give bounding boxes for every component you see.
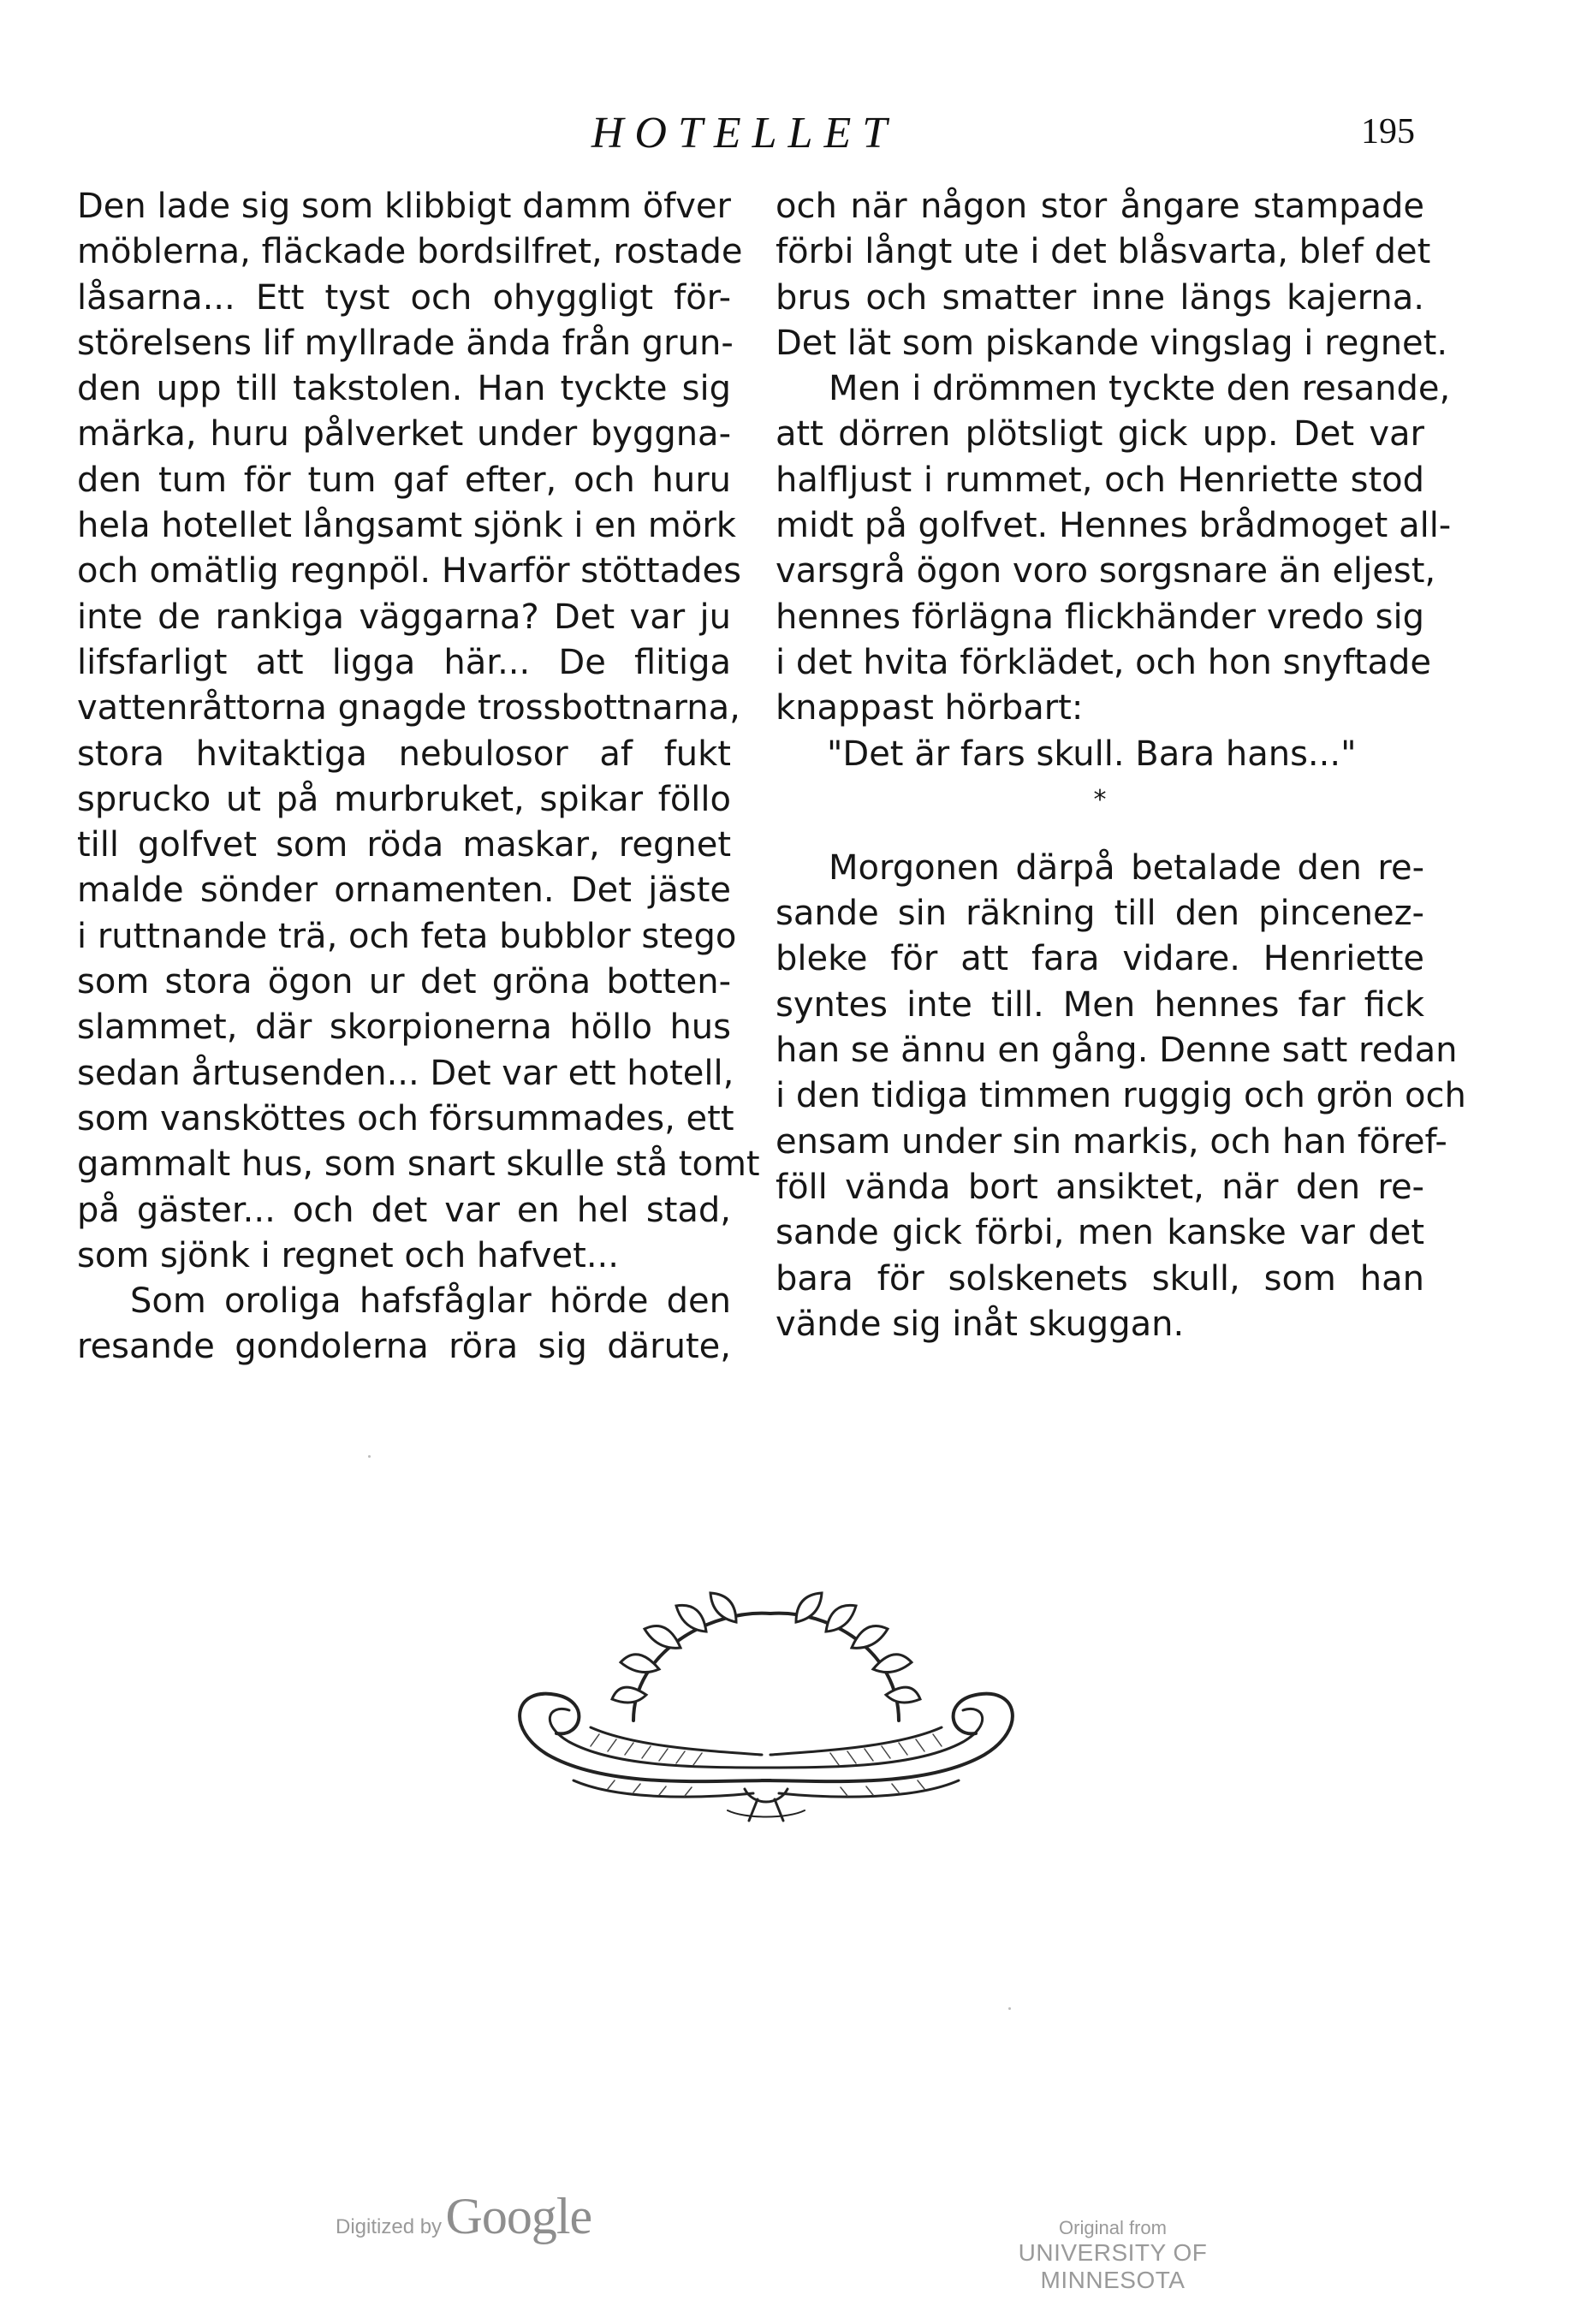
text-line: malde sönder ornamenten. Det jäste [77, 871, 731, 911]
text-line: märka, huru pålverket under byggna- [77, 414, 731, 455]
text-line: brus och smatter inne längs kajerna. [776, 277, 1424, 318]
text-line: "Det är fars skull. Bara hans..." [827, 734, 1357, 774]
paper-speck [368, 1455, 371, 1458]
text-line: som sjönk i regnet och hafvet... [77, 1235, 619, 1275]
text-line: på gäster... och det var en hel stad, [77, 1190, 731, 1230]
text-line: i den tidiga timmen ruggig och grön och [776, 1076, 1466, 1116]
text-line: låsarna... Ett tyst och ohyggligt för- [77, 277, 731, 318]
text-line: knappast hörbart: [776, 688, 1084, 728]
text-line: den upp till takstolen. Han tyckte sig [77, 369, 731, 409]
text-line: föll vända bort ansiktet, när den re- [776, 1167, 1424, 1207]
paper-speck [1008, 2007, 1011, 2010]
text-line: han se ännu en gång. Denne satt redan [776, 1031, 1458, 1071]
text-line: som stora ögon ur det gröna botten- [77, 962, 731, 1002]
text-line: Morgonen därpå betalade den re- [829, 847, 1424, 888]
digitized-by-watermark [336, 2187, 591, 2246]
text-line: halfljust i rummet, och Henriette stod [776, 460, 1424, 500]
text-line: sprucko ut på murbruket, spikar föllo [77, 779, 731, 819]
text-line: sande sin räkning till den pincenez- [776, 894, 1424, 934]
left-column [77, 184, 760, 1370]
text-line: och omätlig regnpöl. Hvarför stöttades [77, 551, 741, 591]
digitized-by-label: Digitized by [336, 2215, 443, 2238]
page-number: 195 [1361, 112, 1415, 152]
original-from-watermark [959, 2217, 1267, 2294]
text-line: till golfvet som röda maskar, regnet [77, 825, 731, 865]
text-line: ensam under sin markis, och han föref- [776, 1121, 1447, 1162]
text-line: den tum för tum gaf efter, och huru [77, 460, 731, 500]
text-line: Det lät som piskande vingslag i regnet. [776, 323, 1448, 363]
section-separator: * [1093, 784, 1107, 815]
text-line: midt på golfvet. Hennes brådmoget all- [776, 506, 1452, 546]
google-logo: Google [445, 2188, 592, 2244]
original-from-label: Original from [1059, 2217, 1167, 2238]
text-line: slammet, där skorpionerna höllo hus [77, 1007, 731, 1048]
running-header: HOTELLET [591, 109, 899, 158]
text-line: bara för solskenets skull, som han [776, 1258, 1424, 1299]
text-line: vände sig inåt skuggan. [776, 1304, 1185, 1344]
text-line: lifsfarligt att ligga här... De flitiga [77, 642, 731, 682]
text-line: vattenråttorna gnagde trossbottnarna, [77, 688, 740, 728]
text-line: hennes förlägna flickhänder vredo sig [776, 597, 1424, 637]
text-line: sedan årtusenden... Det var ett hotell, [77, 1053, 734, 1093]
text-line: hela hotellet långsamt sjönk i en mörk [77, 506, 736, 546]
text-line: bleke för att fara vidare. Henriette [776, 939, 1424, 979]
text-line: och när någon stor ångare stampade [776, 187, 1424, 226]
text-line: inte de rankiga väggarna? Det var ju [77, 597, 731, 637]
text-line: som vansköttes och försummades, ett [77, 1098, 734, 1138]
text-line: i det hvita förklädet, och hon snyftade [776, 642, 1432, 682]
text-line: resande gondolerna röra sig därute, [77, 1327, 731, 1367]
text-line: stora hvitaktiga nebulosor af fukt [77, 734, 731, 774]
right-column [776, 184, 1466, 1347]
institution-label: UNIVERSITY OF MINNESOTA [1018, 2239, 1208, 2293]
text-line: störelsens lif myllrade ända från grun- [77, 323, 734, 363]
text-line: Som oroliga hafsfåglar hörde den [130, 1281, 731, 1322]
text-line: varsgrå ögon voro sorgsnare än eljest, [776, 551, 1436, 591]
text-line: förbi långt ute i det blåsvarta, blef det [776, 232, 1431, 272]
text-line: möblerna, fläckade bordsilfret, rostade [77, 232, 743, 272]
text-line: att dörren plötsligt gick upp. Det var [776, 414, 1424, 455]
text-line: Men i drömmen tyckte den resande, [829, 369, 1451, 409]
text-line: sande gick förbi, men kanske var det [776, 1213, 1424, 1253]
text-line: syntes inte till. Men hennes far fick [776, 984, 1424, 1025]
text-line: gammalt hus, som snart skulle stå tomt [77, 1144, 760, 1185]
decorative-ornament [488, 1575, 1044, 1840]
text-line: Den lade sig som klibbigt damm öfver [77, 187, 731, 226]
text-line: i ruttnande trä, och feta bubblor stego [77, 916, 737, 956]
